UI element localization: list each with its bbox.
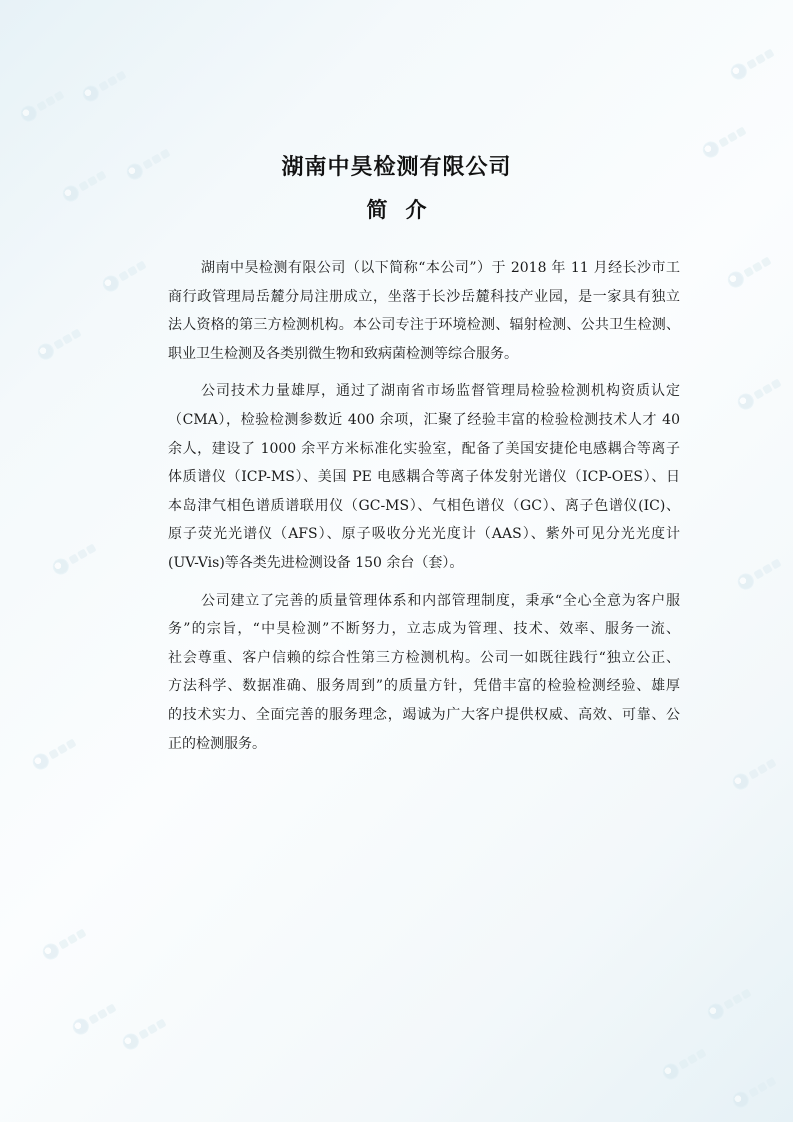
text-line: 法人资格的第三方检测机构。本公司专注于环境检测、辐射检测、公共卫生检测、 bbox=[168, 317, 680, 334]
watermark-logo bbox=[68, 992, 129, 1040]
text-line: 本岛津气相色谱质谱联用仪（GC-MS）、气相色谱仪（GC）、离子色谱仪(IC)、 bbox=[168, 497, 680, 514]
watermark-logo bbox=[38, 917, 99, 965]
document-title: 湖南中昊检测有限公司 bbox=[281, 155, 512, 180]
watermark-logo bbox=[733, 367, 793, 415]
watermark-logo bbox=[658, 1037, 719, 1085]
text-line: 社会尊重、客户信赖的综合性第三方检测机构。公司一如既往践行“独立公正、 bbox=[168, 649, 680, 666]
text-line: 职业卫生检测及各类别微生物和致病菌检测等综合服务。 bbox=[168, 345, 518, 362]
text-line: 公司建立了完善的质量管理体系和内部管理制度，秉承“全心全意为客户服 bbox=[201, 592, 680, 609]
watermark-logo bbox=[33, 317, 94, 365]
text-line: 正的检测服务。 bbox=[168, 735, 266, 752]
text-line: 的技术实力、全面完善的服务理念，竭诚为广大客户提供权威、高效、可靠、公 bbox=[168, 706, 680, 723]
text-line: 方法科学、数据准确、服务周到”的质量方针，凭借丰富的检验检测经验、雄厚 bbox=[168, 678, 680, 695]
watermark-logo bbox=[118, 1007, 179, 1055]
watermark-logo bbox=[723, 245, 784, 293]
watermark-logo bbox=[726, 37, 787, 85]
watermark-logo bbox=[16, 79, 77, 127]
text-line: 余人，建设了 1000 余平方米标准化实验室，配备了美国安捷伦电感耦合等离子 bbox=[168, 440, 680, 457]
text-line: 务”的宗旨，“中昊检测”不断努力，立志成为管理、技术、效率、服务一流、 bbox=[168, 621, 680, 638]
watermark-logo bbox=[733, 547, 793, 595]
watermark-logo bbox=[78, 59, 139, 107]
watermark-logo bbox=[48, 532, 109, 580]
text-line: (UV-Vis)等各类先进检测设备 150 余台（套）。 bbox=[168, 554, 464, 571]
watermark-logo bbox=[728, 747, 789, 795]
text-line: 体质谱仪（ICP-MS）、美国 PE 电感耦合等离子体发射光谱仪（ICP-OES）、日 bbox=[168, 469, 680, 486]
text-line: 原子荧光光谱仪（AFS）、原子吸收分光光度计（AAS）、紫外可见分光光度计 bbox=[168, 526, 680, 543]
watermark-logo bbox=[703, 977, 764, 1025]
watermark-logo bbox=[728, 1065, 789, 1113]
watermark-logo bbox=[28, 727, 89, 775]
paragraph bbox=[140, 254, 680, 368]
paragraph bbox=[140, 587, 680, 759]
text-line: 公司技术力量雄厚，通过了湖南省市场监督管理局检验检测机构资质认定 bbox=[201, 383, 680, 400]
text-line: 商行政管理局岳麓分局注册成立，坐落于长沙岳麓科技产业园，是一家具有独立 bbox=[168, 288, 680, 305]
document-subtitle: 简介 bbox=[366, 198, 445, 222]
document-body bbox=[140, 254, 680, 767]
text-line: 湖南中昊检测有限公司（以下简称“本公司”）于 2018 年 11 月经长沙市工 bbox=[201, 260, 680, 276]
paragraph bbox=[140, 377, 680, 577]
text-line: （CMA），检验检测参数近 400 余项，汇聚了经验丰富的检验检测技术人才 40 bbox=[168, 411, 680, 428]
